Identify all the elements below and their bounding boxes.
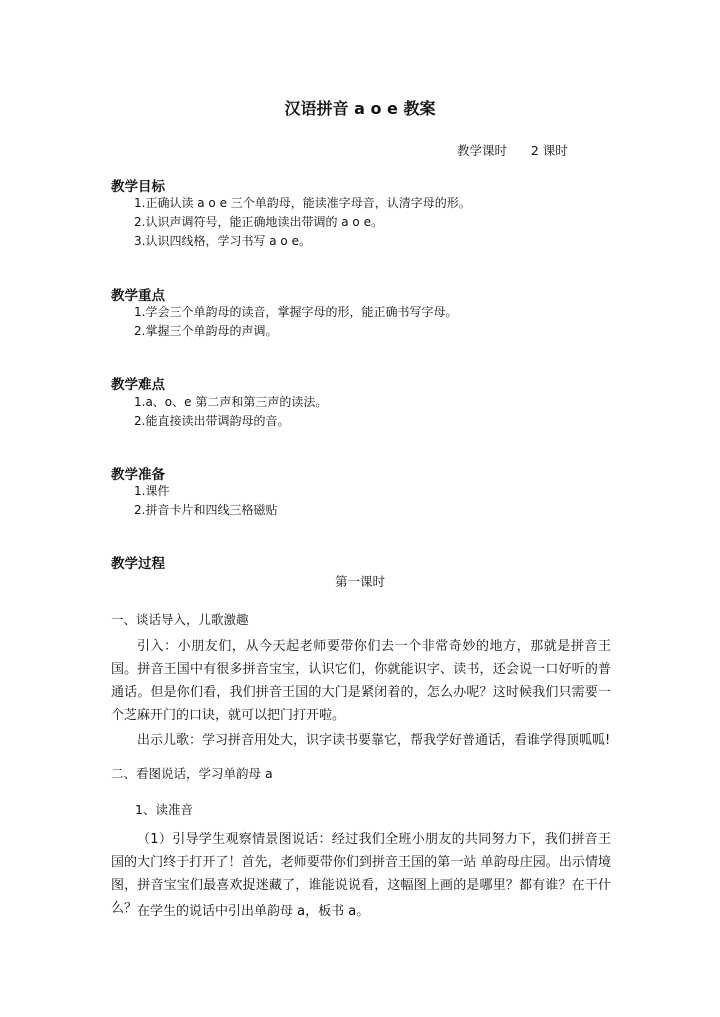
section-heading: 二、看图说话，学习单韵母 a bbox=[111, 766, 273, 781]
prep-item: 1.课件 bbox=[134, 484, 170, 498]
difficulties-heading: 教学难点 bbox=[111, 377, 165, 393]
paragraph: 引入：小朋友们，从今天起老师要带你们去一个非常奇妙的地方，那就是拼音王国。拼音王国中有很多拼音宝宝，认识它们，你就能识字、读书，还会说一口好听的普通话。但是你们看，我们拼音王国的大门是紧闭着的，怎么办呢？这时候我们只需要一个芝麻开门的口诀，就可以把门打开啦。 bbox=[111, 639, 611, 723]
lesson-hours-value: 2 课时 bbox=[530, 143, 568, 158]
goals-item: 1.正确认读 a o e 三个单韵母，能读准字母音，认清字母的形。 bbox=[134, 196, 471, 210]
keypoints-heading: 教学重点 bbox=[111, 288, 165, 304]
goals-item: 3.认识四线格，学习书写 a o e。 bbox=[134, 234, 311, 248]
process-heading: 教学过程 bbox=[111, 556, 165, 572]
difficulties-item: 2.能直接读出带调韵母的音。 bbox=[134, 414, 290, 428]
section-heading: 一、谈话导入，儿歌激趣 bbox=[111, 612, 249, 627]
difficulties-item: 1.a、o、e 第二声和第三声的读法。 bbox=[134, 395, 328, 409]
paragraph: 出示儿歌：学习拼音用处大，识字读书要靠它，帮我学好普通话，看谁学得顶呱呱! bbox=[137, 733, 611, 748]
goals-item: 2.认识声调符号，能正确地读出带调的 a o e。 bbox=[134, 215, 383, 229]
paragraph: 在学生的说话中引出单韵母 a，板书 a。 bbox=[137, 904, 370, 919]
prep-heading: 教学准备 bbox=[111, 467, 165, 483]
keypoints-item: 1.学会三个单韵母的读音，掌握字母的形，能正确书写字母。 bbox=[134, 305, 458, 319]
lesson-hours-label: 教学课时 bbox=[457, 143, 508, 158]
document-title: 汉语拼音 a o e 教案 bbox=[284, 99, 436, 118]
keypoints-item: 2.掌握三个单韵母的声调。 bbox=[134, 324, 278, 338]
lesson-hours bbox=[457, 141, 568, 159]
prep-item: 2.拼音卡片和四线三格磁贴 bbox=[134, 503, 278, 517]
paragraph: （1）引导学生观察情景图说话：经过我们全班小朋友的共同努力下，我们拼音王国的大门终于打开了！首先，老师要带你们到拼音王国的第一站 单韵母庄园。出示情境图，拼音宝宝们最喜欢捉迷藏了，谁能说说看，这幅图上画的是哪里？都有谁？在干什么？ bbox=[111, 832, 611, 916]
lesson-label: 第一课时 bbox=[334, 574, 385, 589]
goals-heading: 教学目标 bbox=[111, 179, 165, 195]
subsection-heading: 1、读准音 bbox=[135, 802, 193, 817]
